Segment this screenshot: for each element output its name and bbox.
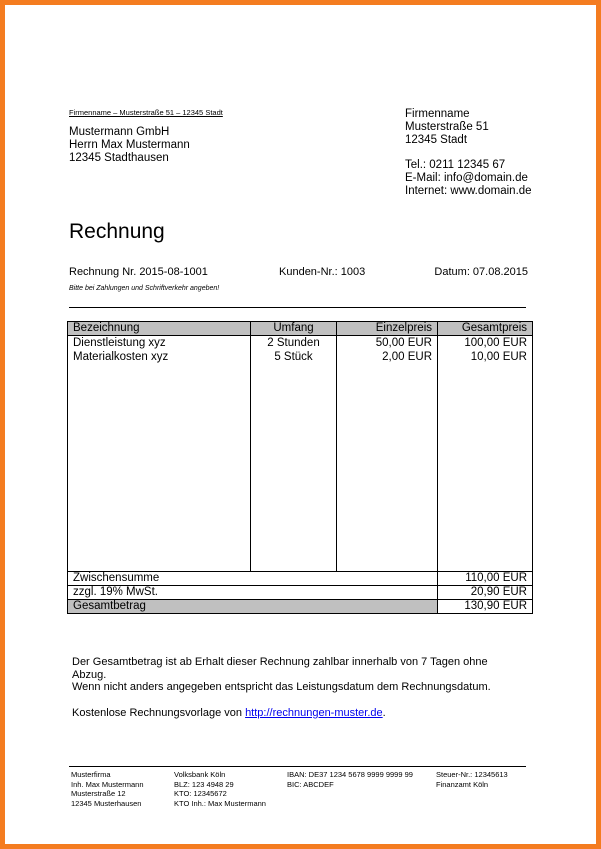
invoice-items-table <box>67 321 533 614</box>
subtotal-row <box>68 572 533 586</box>
subtotal-label: Zwischensumme <box>68 572 438 586</box>
footer-company <box>71 770 144 808</box>
item-unit-price: 2,00 EUR <box>382 351 432 363</box>
document-title: Rechnung <box>69 220 165 243</box>
footer-bank <box>174 770 266 808</box>
footer-line: 12345 Musterhausen <box>71 798 142 808</box>
invoice-date: Datum: 07.08.2015 <box>434 266 528 278</box>
item-description: Dienstleistung xyz <box>73 337 166 349</box>
footer-line: Steuer-Nr.: 12345613 <box>436 770 508 779</box>
table-header-row <box>68 322 533 336</box>
recipient-line: Herrn Max Mustermann <box>69 139 190 151</box>
recipient-line: 12345 Stadthausen <box>69 152 169 164</box>
footer-divider <box>69 766 526 767</box>
template-credit <box>72 707 386 719</box>
footer-line: BIC: ABCDEF <box>287 779 334 789</box>
item-total-price: 100,00 EUR <box>464 337 527 349</box>
reference-note: Bitte bei Zahlungen und Schriftverkehr angeben! <box>69 285 220 292</box>
recipient-address <box>69 126 190 165</box>
item-description: Materialkosten xyz <box>73 351 169 363</box>
footer-line: BLZ: 123 4948 29 <box>174 779 234 789</box>
company-line: Firmenname <box>405 108 470 120</box>
company-address <box>405 108 489 147</box>
company-line: 12345 Stadt <box>405 134 468 146</box>
recipient-line: Mustermann GmbH <box>69 126 170 138</box>
grand-total-value: 130,90 EUR <box>438 600 533 614</box>
company-line: Musterstraße 51 <box>405 121 489 133</box>
quantity-cell <box>251 336 337 572</box>
footer-iban <box>287 770 413 789</box>
payment-terms-line: Der Gesamtbetrag ist ab Erhalt dieser Rechnung zahlbar innerhalb von 7 Tagen ohne Abzug. <box>72 656 488 681</box>
payment-terms <box>72 656 512 694</box>
column-header-total-price: Gesamtpreis <box>438 322 533 336</box>
footer-line: Inh. Max Mustermann <box>71 779 144 789</box>
payment-terms-line: Wenn nicht anders angegeben entspricht das Leistungsdatum dem Rechnungsdatum. <box>72 681 491 693</box>
contact-website: Internet: www.domain.de <box>405 185 532 197</box>
template-credit-text: Kostenlose Rechnungsvorlage von <box>72 707 246 719</box>
vat-row <box>68 586 533 600</box>
subtotal-value: 110,00 EUR <box>438 572 533 586</box>
table-body <box>68 336 533 572</box>
contact-phone: Tel.: 0211 12345 67 <box>405 159 506 171</box>
footer-tax <box>436 770 508 789</box>
footer-line: KTO: 12345672 <box>174 789 227 798</box>
item-total-price: 10,00 EUR <box>470 351 527 363</box>
invoice-number: Rechnung Nr. 2015-08-1001 <box>69 266 208 278</box>
item-unit-price: 50,00 EUR <box>375 337 432 349</box>
description-cell <box>68 336 251 572</box>
company-contact <box>405 159 532 198</box>
item-quantity: 2 Stunden <box>267 337 320 349</box>
template-credit-link[interactable]: http://rechnungen-muster.de <box>245 707 383 719</box>
item-quantity: 5 Stück <box>274 351 313 363</box>
footer-line: IBAN: DE37 1234 5678 9999 9999 99 <box>287 770 413 779</box>
footer-line: KTO Inh.: Max Mustermann <box>174 798 266 808</box>
divider <box>69 307 526 308</box>
footer-line: Musterfirma <box>71 770 111 779</box>
footer-line: Finanzamt Köln <box>436 779 489 789</box>
unit-price-cell <box>337 336 438 572</box>
footer-line: Volksbank Köln <box>174 770 226 779</box>
column-header-unit-price: Einzelpreis <box>337 322 438 336</box>
grand-total-row <box>68 600 533 614</box>
column-header-quantity: Umfang <box>251 322 337 336</box>
customer-number: Kunden-Nr.: 1003 <box>279 266 366 278</box>
column-header-description: Bezeichnung <box>68 322 251 336</box>
contact-email: E-Mail: info@domain.de <box>405 172 528 184</box>
template-credit-suffix: . <box>382 707 386 719</box>
sender-return-address: Firmenname – Musterstraße 51 – 12345 Stadt <box>69 108 223 117</box>
total-price-cell <box>438 336 533 572</box>
vat-label: zzgl. 19% MwSt. <box>68 586 438 600</box>
grand-total-label: Gesamtbetrag <box>68 600 438 614</box>
footer-line: Musterstraße 12 <box>71 789 126 798</box>
vat-value: 20,90 EUR <box>438 586 533 600</box>
